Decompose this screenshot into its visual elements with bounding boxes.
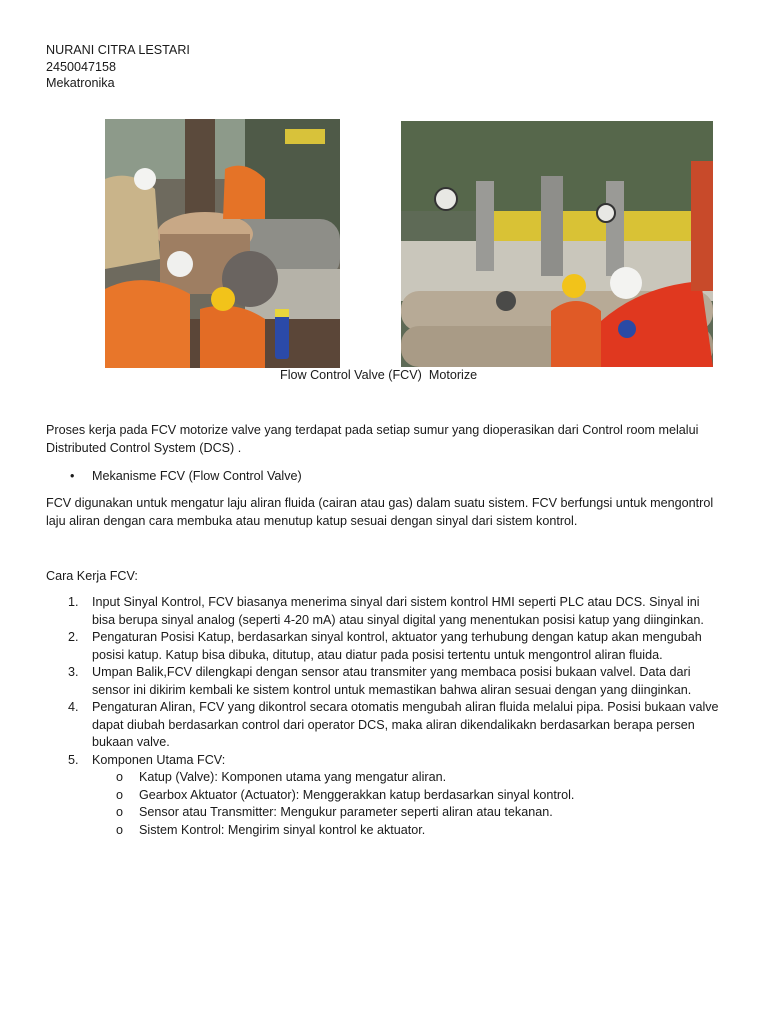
fcv-description-paragraph: FCV digunakan untuk mengatur laju aliran fluida (cairan atau gas) dalam suatu sistem. FCV berfungsi untuk mengontrol laju aliran dengan cara membuka atau menutup katup sesuai dengan sinyal dari sistem kontrol. bbox=[46, 496, 714, 528]
list-number: 1. bbox=[68, 595, 79, 609]
circle-bullet-icon: o bbox=[116, 822, 124, 837]
sub-list-item bbox=[46, 822, 726, 840]
list-item bbox=[46, 594, 726, 629]
student-id: 2450047158 bbox=[46, 59, 117, 74]
circle-bullet-icon: o bbox=[116, 787, 124, 802]
list-item bbox=[46, 752, 726, 770]
study-program: Mekatronika bbox=[46, 76, 115, 90]
photo-valve-station bbox=[401, 121, 713, 367]
sub-list-item-text: Sensor atau Transmitter: Mengukur parameter seperti aliran atau tekanan. bbox=[139, 805, 553, 819]
list-item-text: Input Sinyal Kontrol, FCV biasanya menerima sinyal dari sistem kontrol HMI seperti PLC atau DCS. Sinyal ini bisa berupa sinyal analog (seperti 4-20 mA) atau sinyal digital yang menentukan posisi katup yang diinginkan. bbox=[92, 595, 704, 627]
intro-paragraph: Proses kerja pada FCV motorize valve yang terdapat pada setiap sumur yang dioperasikan dari Control room melalui Distributed Control System (DCS) . bbox=[46, 423, 699, 455]
sub-list-item-text: Gearbox Aktuator (Actuator): Menggerakkan katup berdasarkan sinyal kontrol. bbox=[139, 787, 575, 802]
list-item-text: Pengaturan Aliran, FCV yang dikontrol secara otomatis mengubah aliran fluida melalui pipa. Posisi bukaan valve dapat diubah berdasarkan control dari operator DCS, maka aliran dikendalikakn berdasarkan berapa persen bukaan valve. bbox=[92, 700, 719, 749]
bullet-icon: • bbox=[70, 469, 75, 483]
photo-workers-valve bbox=[105, 119, 340, 368]
figure-caption: Flow Control Valve (FCV) Motorize bbox=[280, 368, 478, 382]
sub-list-item-text: Katup (Valve): Komponen utama yang mengatur aliran. bbox=[139, 770, 447, 784]
sub-list-item bbox=[46, 787, 726, 805]
section-title-cara-kerja: Cara Kerja FCV: bbox=[46, 569, 138, 583]
sub-list-item bbox=[46, 804, 726, 822]
list-number: 2. bbox=[68, 630, 79, 644]
list-item bbox=[46, 629, 726, 664]
list-item-text: Umpan Balik,FCV dilengkapi dengan sensor atau transmiter yang membaca posisi bukaan valvel. Data dari sensor ini dikirim kembali ke sistem kontrol untuk memastikan bahwa aliran sesuai dengan yang diinginkan. bbox=[92, 665, 692, 697]
sub-list-item bbox=[46, 769, 726, 787]
circle-bullet-icon: o bbox=[116, 770, 124, 784]
sub-list-item-text: Sistem Kontrol: Mengirim sinyal kontrol ke aktuator. bbox=[139, 822, 426, 837]
list-item bbox=[46, 664, 726, 699]
circle-bullet-icon: o bbox=[116, 805, 124, 819]
list-number: 4. bbox=[68, 700, 79, 714]
bullet-text: Mekanisme FCV (Flow Control Valve) bbox=[92, 469, 302, 483]
steps-list bbox=[46, 594, 726, 839]
list-item-text: Pengaturan Posisi Katup, berdasarkan sinyal kontrol, aktuator yang terhubung dengan katup akan mengubah posisi katup. Katup bisa dibuka, ditutup, atau diatur pada posisi tertentu untuk mengontrol aliran fluida. bbox=[92, 630, 702, 662]
author-header bbox=[46, 42, 190, 92]
list-item bbox=[46, 699, 726, 752]
list-number: 5. bbox=[68, 752, 79, 767]
list-number: 3. bbox=[68, 665, 79, 679]
author-name: NURANI CITRA LESTARI bbox=[46, 43, 190, 57]
list-item-text: Komponen Utama FCV: bbox=[92, 752, 226, 767]
